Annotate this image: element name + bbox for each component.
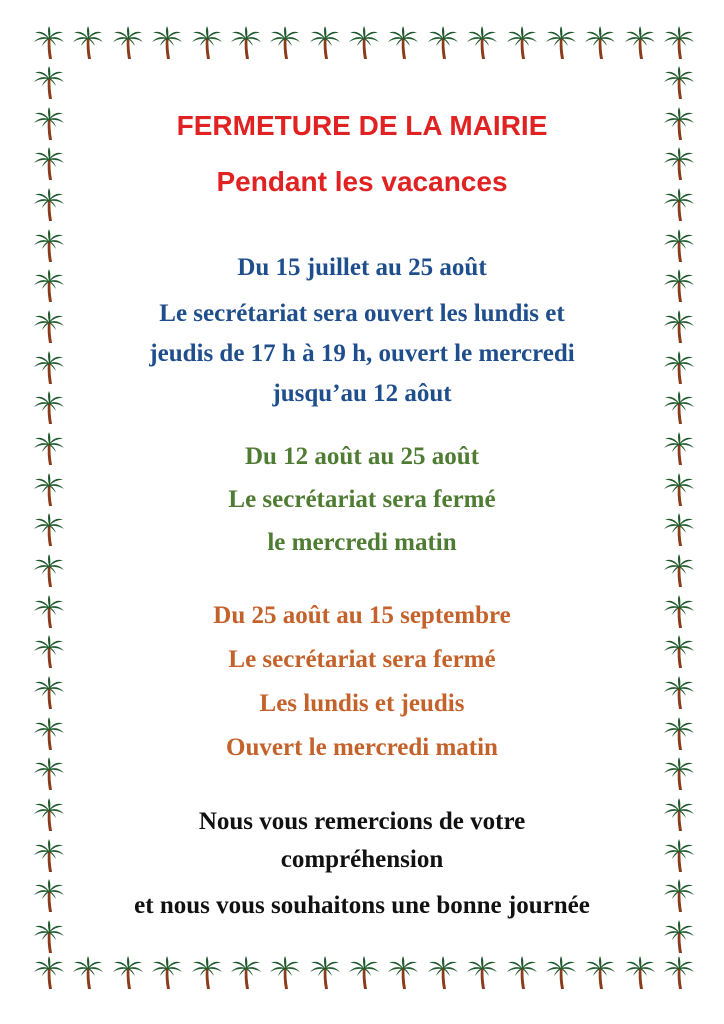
palm-tree-icon (664, 391, 694, 425)
palm-tree-icon (34, 595, 64, 629)
palm-tree-icon (625, 956, 655, 990)
palm-border-bottom (0, 956, 724, 996)
palm-tree-icon (664, 66, 694, 100)
palm-tree-icon (664, 310, 694, 344)
palm-tree-icon (664, 432, 694, 466)
closing-section (40, 803, 684, 925)
period-3-section (70, 594, 654, 770)
palm-tree-icon (349, 956, 379, 990)
palm-tree-icon (34, 432, 64, 466)
palm-tree-icon (152, 26, 182, 60)
palm-tree-icon (664, 757, 694, 791)
closing-line-3: et nous vous souhaitons une bonne journée (134, 892, 590, 919)
period-3-dates: Du 25 août au 15 septembre (213, 602, 511, 629)
period-2-line-1: Le secrétariat sera fermé (228, 486, 496, 513)
period-1-section (70, 248, 654, 414)
closing-line-1: Nous vous remercions de votre (198, 808, 526, 835)
palm-tree-icon (231, 956, 261, 990)
palm-tree-icon (428, 26, 458, 60)
palm-tree-icon (270, 26, 300, 60)
palm-tree-icon (231, 26, 261, 60)
period-3-line-1: Le secrétariat sera fermé (228, 646, 496, 673)
palm-tree-icon (34, 269, 64, 303)
closing-line-2: compréhension (280, 846, 444, 873)
period-1-dates: Du 15 juillet au 25 août (237, 254, 487, 281)
palm-tree-icon (507, 26, 537, 60)
palm-tree-icon (34, 391, 64, 425)
notice-subtitle: Pendant les vacances (216, 166, 508, 197)
palm-tree-icon (34, 757, 64, 791)
palm-tree-icon (113, 26, 143, 60)
palm-tree-icon (34, 513, 64, 547)
palm-tree-icon (34, 66, 64, 100)
palm-tree-icon (507, 956, 537, 990)
period-3-line-3: Ouvert le mercredi matin (226, 734, 498, 761)
palm-tree-icon (664, 554, 694, 588)
palm-tree-icon (34, 554, 64, 588)
palm-tree-icon (585, 956, 615, 990)
palm-tree-icon (664, 269, 694, 303)
palm-tree-icon (34, 717, 64, 751)
palm-tree-icon (625, 26, 655, 60)
palm-tree-icon (664, 635, 694, 669)
palm-tree-icon (34, 229, 64, 263)
period-3-line-2: Les lundis et jeudis (259, 690, 465, 717)
palm-tree-icon (428, 956, 458, 990)
period-1-line-2: jeudis de 17 h à 19 h, ouvert le mercredi (149, 340, 575, 367)
palm-tree-icon (310, 26, 340, 60)
palm-tree-icon (664, 513, 694, 547)
period-2-section (70, 435, 654, 564)
palm-tree-icon (467, 26, 497, 60)
palm-tree-icon (467, 956, 497, 990)
period-1-line-3: jusqu’au 12 aôut (272, 380, 452, 407)
palm-tree-icon (113, 956, 143, 990)
palm-tree-icon (34, 351, 64, 385)
palm-tree-icon (388, 956, 418, 990)
palm-tree-icon (664, 595, 694, 629)
palm-tree-icon (388, 26, 418, 60)
palm-border-top (0, 26, 724, 66)
period-1-line-1: Le secrétariat sera ouvert les lundis et (159, 300, 565, 327)
palm-tree-icon (34, 473, 64, 507)
palm-tree-icon (546, 956, 576, 990)
palm-tree-icon (585, 26, 615, 60)
palm-tree-icon (34, 635, 64, 669)
palm-tree-icon (310, 956, 340, 990)
palm-tree-icon (349, 26, 379, 60)
palm-tree-icon (73, 26, 103, 60)
palm-tree-icon (664, 920, 694, 954)
palm-tree-icon (270, 956, 300, 990)
palm-tree-icon (34, 676, 64, 710)
palm-tree-icon (73, 956, 103, 990)
palm-tree-icon (192, 956, 222, 990)
palm-tree-icon (152, 956, 182, 990)
palm-tree-icon (546, 26, 576, 60)
palm-tree-icon (664, 676, 694, 710)
period-2-line-2: le mercredi matin (267, 529, 457, 556)
notice-title: FERMETURE DE LA MAIRIE (176, 110, 548, 141)
palm-tree-icon (664, 717, 694, 751)
palm-tree-icon (34, 920, 64, 954)
palm-tree-icon (664, 229, 694, 263)
palm-tree-icon (664, 473, 694, 507)
palm-tree-icon (664, 351, 694, 385)
palm-tree-icon (34, 310, 64, 344)
palm-tree-icon (192, 26, 222, 60)
period-2-dates: Du 12 août au 25 août (244, 443, 480, 470)
